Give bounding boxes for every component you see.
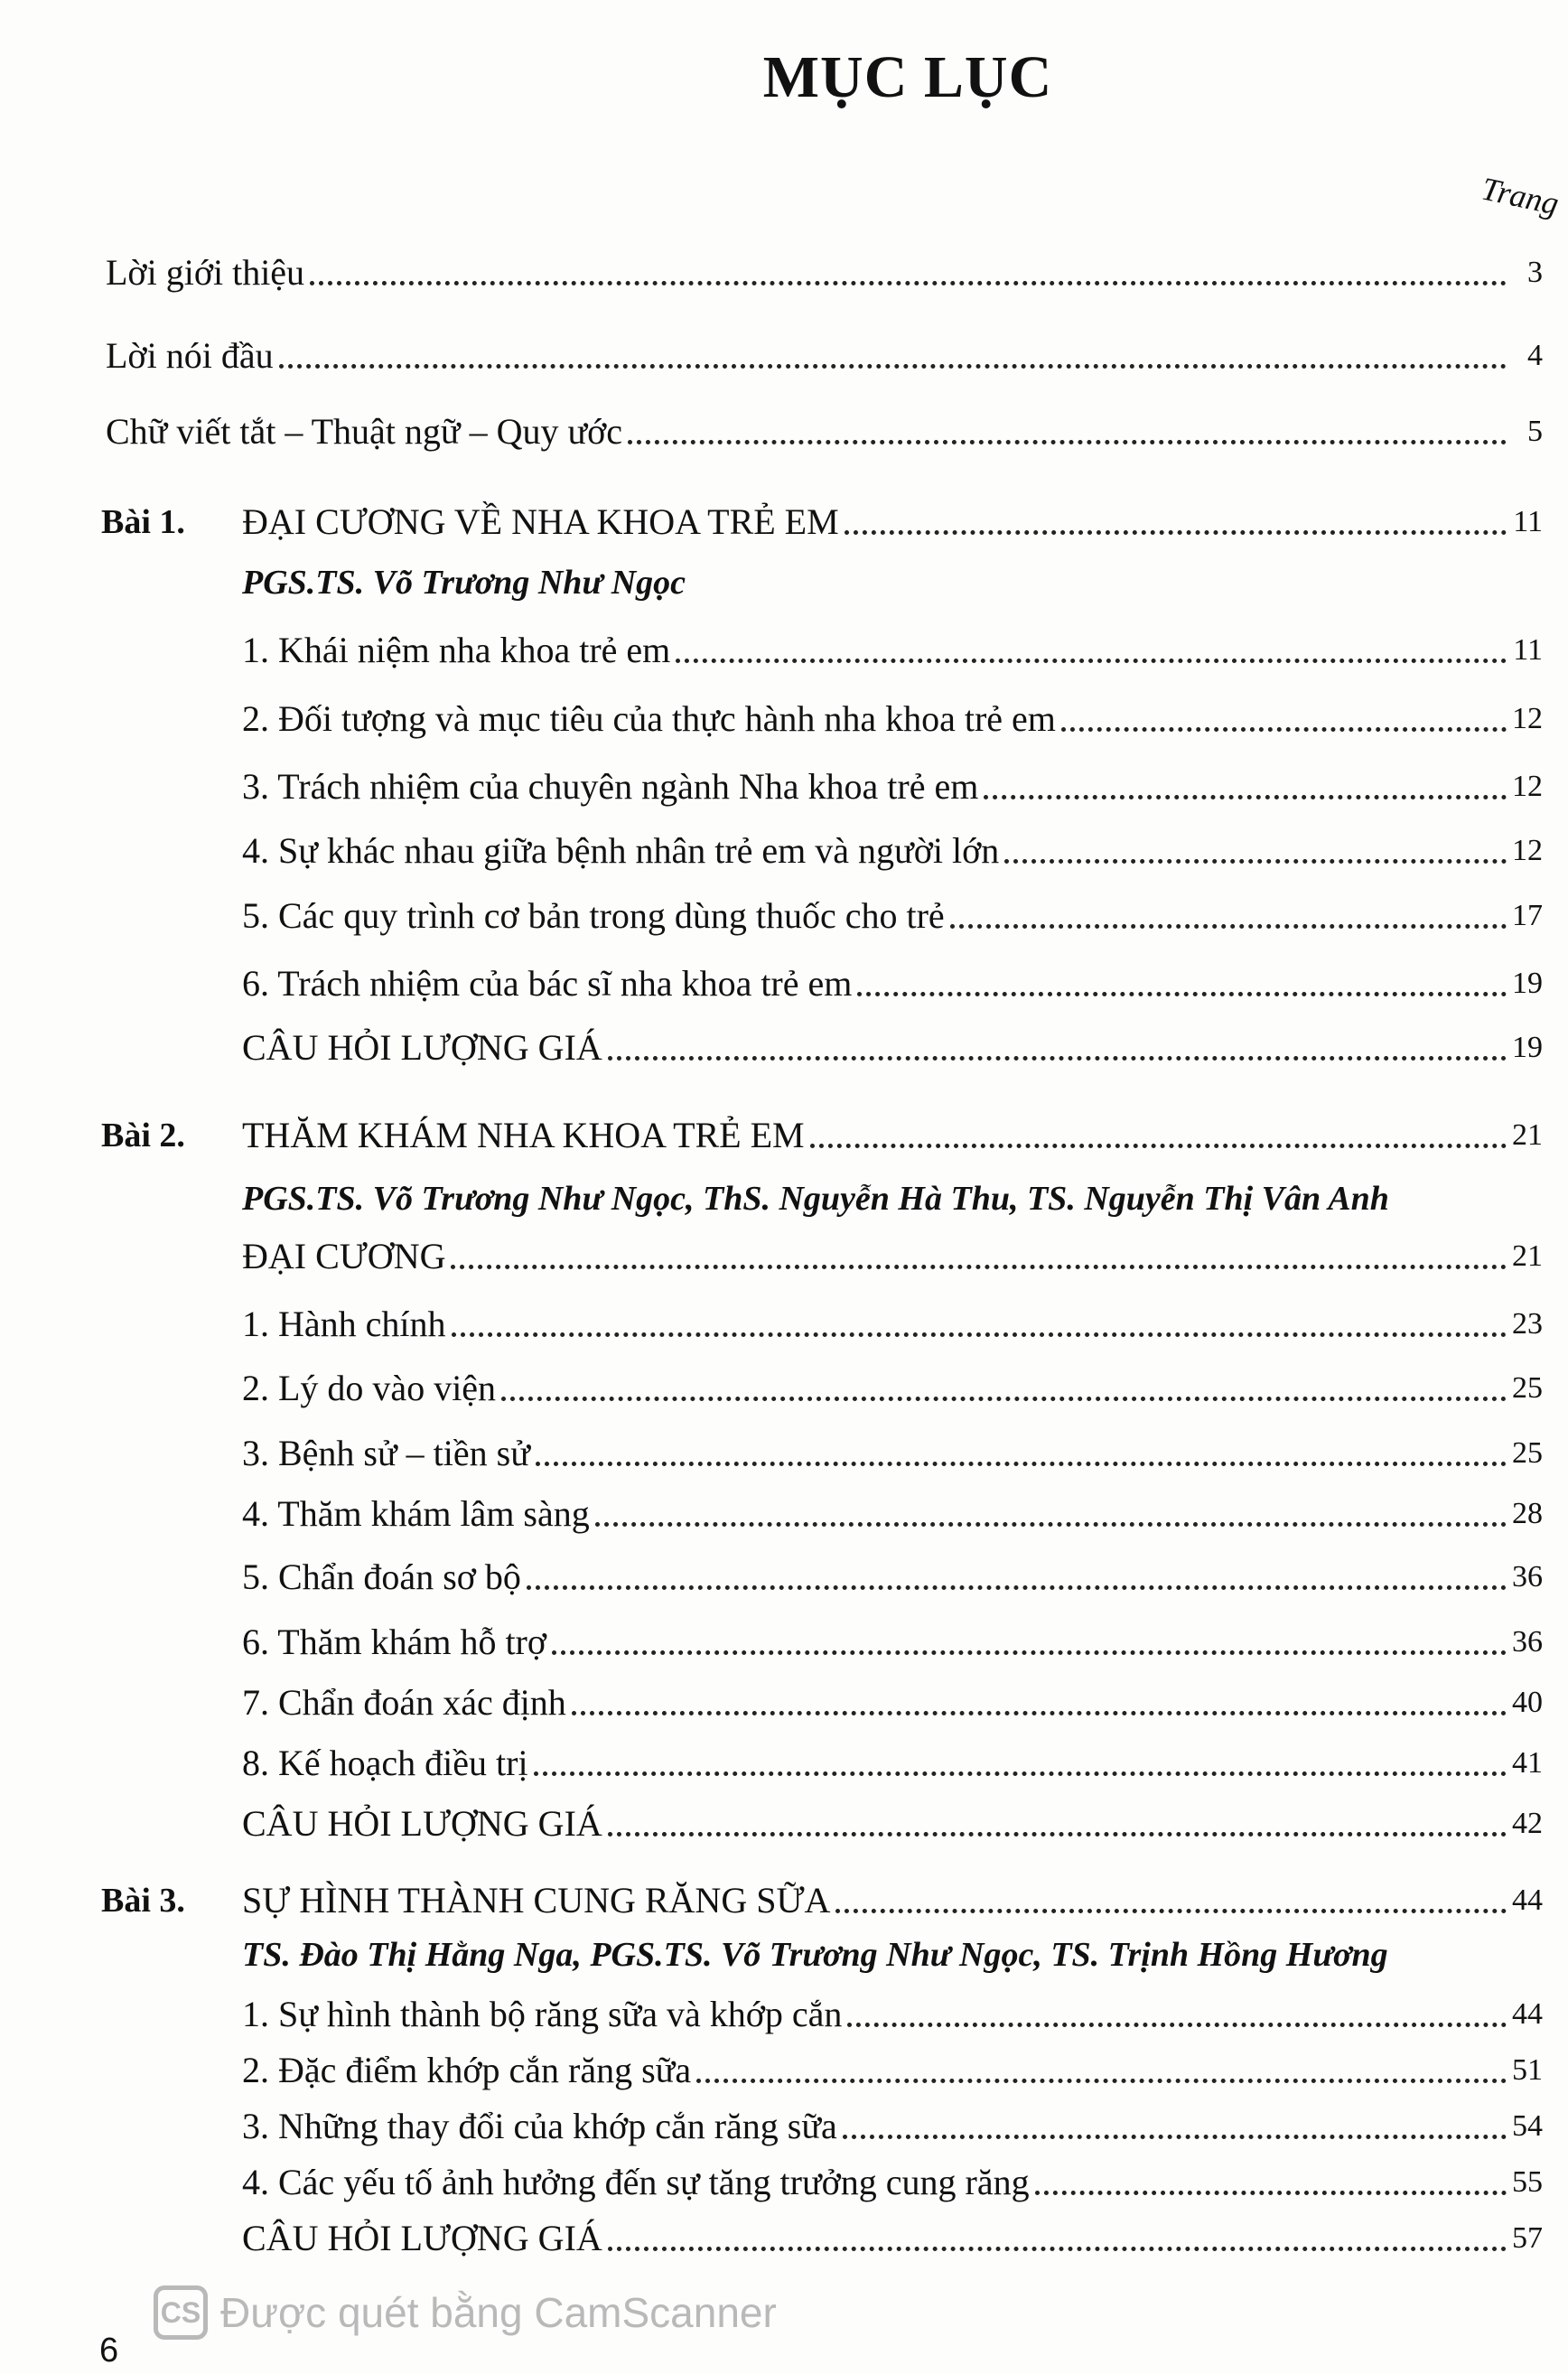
entry-label: 1. Hành chính (242, 1304, 446, 1344)
entry-label: Lời nói đầu (106, 335, 274, 376)
chapter-number: Bài 3. (101, 1882, 185, 1920)
chapter-page: 44 (1512, 1883, 1543, 1917)
dot-leader (310, 281, 1507, 285)
camscanner-watermark (154, 2285, 777, 2340)
toc-entry (242, 629, 1543, 672)
dot-leader (608, 2247, 1507, 2251)
dot-leader (1004, 859, 1507, 864)
dot-leader (676, 659, 1507, 663)
entry-label: 6. Thăm khám hỗ trợ (242, 1622, 547, 1662)
entry-label: 3. Bệnh sử – tiền sử (242, 1433, 530, 1473)
chapter-title: SỰ HÌNH THÀNH CUNG RĂNG SỮA (242, 1880, 831, 1921)
dot-leader (1035, 2191, 1507, 2195)
toc-entry (242, 1681, 1543, 1724)
chapter-number: Bài 2. (101, 1117, 185, 1154)
entry-label: 5. Các quy trình cơ bản trong dùng thuốc cho trẻ (242, 895, 945, 936)
dot-leader (857, 992, 1507, 996)
entry-label: CÂU HỎI LƯỢNG GIÁ (242, 1803, 602, 1844)
chapter-title: ĐẠI CƯƠNG VỀ NHA KHOA TRẺ EM (242, 501, 839, 542)
entry-label: 4. Sự khác nhau giữa bệnh nhân trẻ em và người lớn (242, 830, 1000, 871)
entry-label: 2. Đặc điểm khớp cắn răng sữa (242, 2050, 692, 2090)
entry-label: 3. Những thay đổi của khớp cắn răng sữa (242, 2106, 837, 2146)
dot-leader (843, 2135, 1507, 2139)
entry-page: 12 (1512, 834, 1543, 867)
toc-entry (242, 1026, 1543, 1070)
dot-leader (552, 1650, 1507, 1655)
entry-page: 51 (1512, 2053, 1543, 2087)
entry-page: 5 (1527, 415, 1543, 448)
chapter-number: Bài 1. (101, 503, 185, 541)
dot-leader (501, 1397, 1507, 1401)
entry-page: 28 (1512, 1497, 1543, 1530)
entry-label: Chữ viết tắt – Thuật ngữ – Quy ước (106, 411, 623, 452)
dot-leader (845, 530, 1507, 535)
dot-leader (534, 1771, 1507, 1776)
camscanner-logo-icon: CS (154, 2285, 208, 2340)
dot-leader (1061, 727, 1507, 732)
chapter-page: 21 (1512, 1118, 1543, 1152)
dot-leader (950, 924, 1507, 929)
toc-entry (242, 1367, 1543, 1410)
toc-entry (106, 251, 1543, 294)
chapter-authors: TS. Đào Thị Hằng Nga, PGS.TS. Võ Trương Như Ngọc, TS. Trịnh Hồng Hương (242, 1936, 1388, 1974)
entry-page: 41 (1512, 1746, 1543, 1780)
toc-entry (242, 1492, 1543, 1536)
entry-page: 3 (1527, 256, 1543, 289)
chapter-authors: PGS.TS. Võ Trương Như Ngọc (242, 564, 686, 602)
toc-entry (242, 765, 1543, 808)
entry-page: 4 (1527, 339, 1543, 372)
entry-label: 8. Kế hoạch điều trị (242, 1743, 528, 1783)
entry-page: 40 (1512, 1686, 1543, 1719)
toc-entry (242, 1742, 1543, 1785)
entry-page: 54 (1512, 2109, 1543, 2143)
chapter-authors: PGS.TS. Võ Trương Như Ngọc, ThS. Nguyễn Hà Thu, TS. Nguyễn Thị Vân Anh (242, 1180, 1389, 1218)
toc-entry (242, 1432, 1543, 1475)
entry-page: 36 (1512, 1560, 1543, 1594)
page-column-header: Trang (1478, 170, 1563, 222)
toc-entry (242, 962, 1543, 1005)
entry-page: 55 (1512, 2165, 1543, 2199)
toc-entry (242, 1235, 1543, 1278)
page-number: 6 (99, 2332, 119, 2369)
entry-page: 19 (1512, 967, 1543, 1000)
entry-label: 2. Đối tượng và mục tiêu của thực hành nha khoa trẻ em (242, 698, 1056, 739)
entry-label: CÂU HỎI LƯỢNG GIÁ (242, 2218, 602, 2258)
chapter-page: 11 (1513, 505, 1543, 538)
watermark-text: Được quét bằng CamScanner (220, 2289, 777, 2336)
toc-entry (242, 1802, 1543, 1846)
toc-entry (242, 2105, 1543, 2148)
dot-leader (628, 440, 1507, 444)
dot-leader (595, 1522, 1507, 1527)
dot-leader (452, 1332, 1507, 1337)
dot-leader (847, 2023, 1507, 2027)
entry-page: 21 (1512, 1239, 1543, 1273)
entry-label: 4. Các yếu tố ảnh hưởng đến sự tăng trưởng cung răng (242, 2162, 1030, 2202)
toc-entry (106, 334, 1543, 378)
dot-leader (572, 1711, 1507, 1715)
page-title: MỤC LỤC (762, 44, 1053, 110)
dot-leader (536, 1462, 1507, 1466)
entry-label: 3. Trách nhiệm của chuyên ngành Nha khoa trẻ em (242, 766, 979, 807)
entry-label: 6. Trách nhiệm của bác sĩ nha khoa trẻ em (242, 963, 853, 1004)
toc-entry (242, 2049, 1543, 2092)
dot-leader (696, 2079, 1507, 2083)
toc-entry (242, 1621, 1543, 1664)
entry-page: 44 (1512, 1997, 1543, 2031)
chapter-heading (242, 1114, 1543, 1157)
dot-leader (810, 1144, 1507, 1148)
toc-entry (242, 829, 1543, 873)
entry-page: 36 (1512, 1625, 1543, 1659)
toc-entry (242, 1303, 1543, 1346)
toc-entry (242, 2217, 1543, 2260)
entry-label: 1. Sự hình thành bộ răng sữa và khớp cắn (242, 1994, 843, 2034)
toc-entry (242, 697, 1543, 741)
entry-page: 12 (1512, 770, 1543, 803)
entry-label: 1. Khái niệm nha khoa trẻ em (242, 630, 671, 670)
entry-label: 2. Lý do vào viện (242, 1368, 497, 1408)
entry-page: 12 (1512, 702, 1543, 735)
entry-label: ĐẠI CƯƠNG (242, 1236, 446, 1276)
dot-leader (984, 795, 1507, 799)
entry-page: 17 (1512, 899, 1543, 932)
entry-label: Lời giới thiệu (106, 252, 305, 293)
dot-leader (279, 364, 1507, 369)
dot-leader (527, 1585, 1507, 1590)
entry-page: 19 (1512, 1031, 1543, 1064)
entry-page: 11 (1513, 633, 1543, 667)
chapter-title: THĂM KHÁM NHA KHOA TRẺ EM (242, 1115, 805, 1155)
entry-page: 23 (1512, 1307, 1543, 1341)
entry-page: 57 (1512, 2221, 1543, 2255)
entry-page: 25 (1512, 1436, 1543, 1470)
dot-leader (835, 1909, 1507, 1913)
toc-entry (242, 1556, 1543, 1599)
toc-entry (242, 894, 1543, 938)
chapter-heading (242, 1879, 1543, 1922)
entry-label: 4. Thăm khám lâm sàng (242, 1493, 590, 1534)
dot-leader (608, 1832, 1507, 1837)
toc-entry (106, 410, 1543, 453)
toc-entry (242, 2161, 1543, 2204)
entry-page: 42 (1512, 1807, 1543, 1840)
entry-label: 7. Chẩn đoán xác định (242, 1682, 566, 1723)
toc-entry (242, 1993, 1543, 2036)
entry-page: 25 (1512, 1371, 1543, 1405)
chapter-heading (242, 500, 1543, 544)
dot-leader (608, 1056, 1507, 1061)
entry-label: 5. Chẩn đoán sơ bộ (242, 1556, 521, 1597)
entry-label: CÂU HỎI LƯỢNG GIÁ (242, 1027, 602, 1068)
dot-leader (451, 1265, 1507, 1269)
